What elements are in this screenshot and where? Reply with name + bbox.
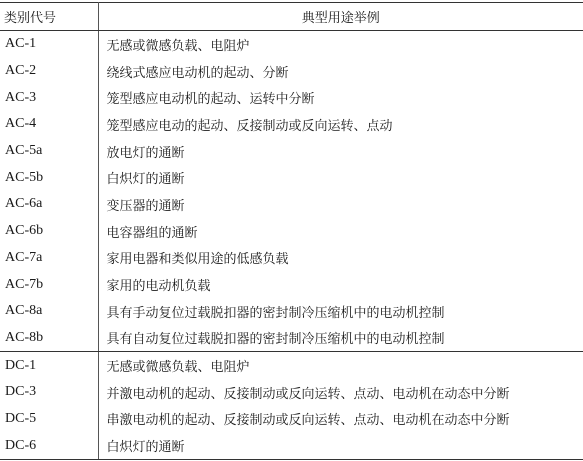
category-code: AC-5b bbox=[0, 164, 98, 191]
category-code: AC-1 bbox=[0, 31, 98, 58]
category-code: AC-6a bbox=[0, 191, 98, 218]
table-header-row bbox=[0, 3, 583, 31]
typical-use: 并激电动机的起动、反接制动或反向运转、点动、电动机在动态中分断 bbox=[106, 386, 510, 402]
category-code: DC-5 bbox=[0, 406, 98, 433]
typical-use: 白炽灯的通断 bbox=[98, 432, 583, 459]
typical-use: 具有自动复位过载脱扣器的密封制冷压缩机中的电动机控制 bbox=[98, 325, 583, 352]
typical-use: 家用的电动机负载 bbox=[106, 279, 211, 295]
table-row bbox=[0, 379, 583, 406]
typical-use: 笼型感应电动机的起动、运转中分断 bbox=[106, 92, 315, 108]
typical-use: 变压器的通断 bbox=[106, 198, 185, 214]
header-category-code: 类别代号 bbox=[0, 3, 98, 31]
table-row bbox=[0, 31, 583, 58]
category-code: AC-8b bbox=[0, 325, 98, 352]
table-row bbox=[0, 84, 583, 111]
utilization-category-table bbox=[0, 2, 583, 460]
table-row bbox=[0, 406, 583, 433]
category-code: AC-4 bbox=[0, 111, 98, 138]
typical-use: 电容器组的通断 bbox=[106, 225, 198, 241]
typical-use: 笼型感应电动的起动、反接制动或反向运转、点动 bbox=[106, 118, 393, 134]
table-row bbox=[0, 352, 583, 379]
table-row bbox=[0, 138, 583, 165]
category-code: AC-8a bbox=[0, 298, 98, 325]
typical-use: 白炽灯的通断 bbox=[106, 172, 185, 188]
table-row bbox=[0, 164, 583, 191]
typical-use: 放电灯的通断 bbox=[106, 145, 185, 161]
typical-use: 串激电动机的起动、反接制动或反向运转、点动、电动机在动态中分断 bbox=[106, 413, 510, 429]
category-code: AC-7b bbox=[0, 271, 98, 298]
typical-use: 无感或微感负载、电阻炉 bbox=[106, 38, 250, 54]
table-row bbox=[0, 271, 583, 298]
category-code: AC-6b bbox=[0, 218, 98, 245]
table-row bbox=[0, 58, 583, 85]
typical-use: 无感或微感负载、电阻炉 bbox=[106, 360, 250, 376]
category-code: AC-3 bbox=[0, 84, 98, 111]
table-row bbox=[0, 432, 583, 459]
category-code: DC-1 bbox=[0, 352, 98, 379]
typical-use: 绕线式感应电动机的起动、分断 bbox=[106, 65, 289, 81]
table-row bbox=[0, 218, 583, 245]
table-row bbox=[0, 325, 583, 352]
category-code: AC-2 bbox=[0, 58, 98, 85]
table-row bbox=[0, 111, 583, 138]
category-code: AC-7a bbox=[0, 245, 98, 272]
table-row bbox=[0, 298, 583, 325]
table-row bbox=[0, 191, 583, 218]
category-code: DC-6 bbox=[0, 432, 98, 459]
typical-use: 具有手动复位过载脱扣器的密封制冷压缩机中的电动机控制 bbox=[106, 305, 445, 321]
typical-use: 家用电器和类似用途的低感负载 bbox=[106, 252, 289, 268]
category-code: AC-5a bbox=[0, 138, 98, 165]
header-typical-use: 典型用途举例 bbox=[98, 3, 583, 31]
table-row bbox=[0, 245, 583, 272]
category-code: DC-3 bbox=[0, 379, 98, 406]
